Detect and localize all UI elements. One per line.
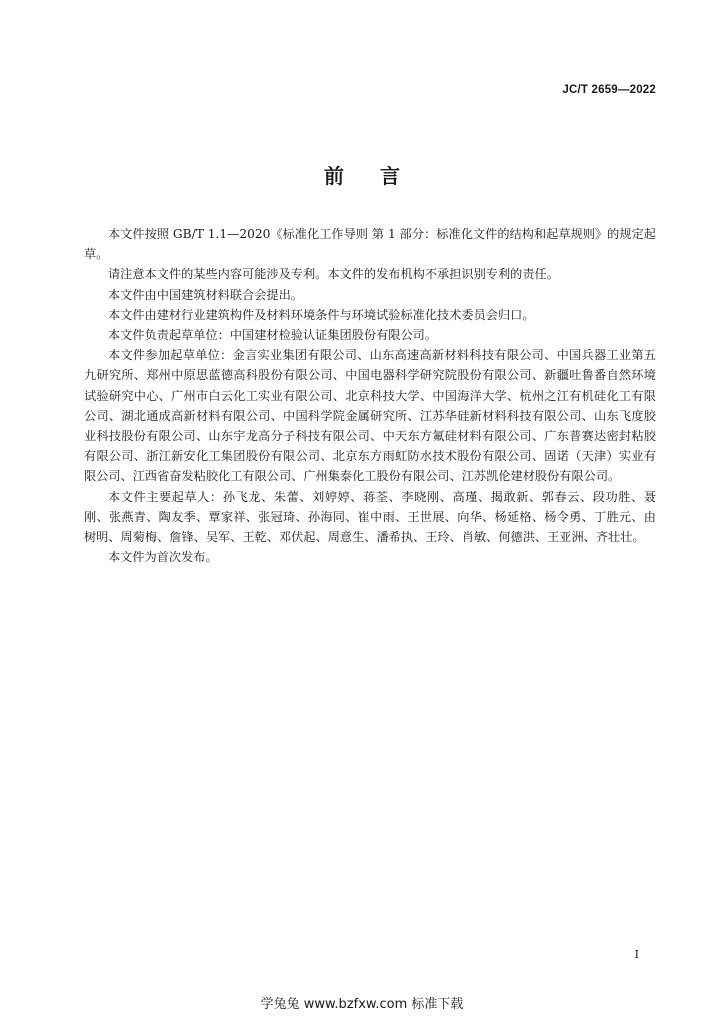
paragraph-committee: 本文件由建材行业建筑构件及材料环境条件与环境试验标准化技术委员会归口。 (108, 307, 535, 322)
paragraph-proposer: 本文件由中国建筑材料联合会提出。 (108, 287, 303, 302)
page-number: I (634, 948, 639, 961)
page-title: 前言 (324, 164, 436, 188)
standard-code: JC/T 2659—2022 (562, 84, 656, 96)
paragraph-first-release: 本文件为首次发布。 (108, 550, 218, 565)
paragraph-main-drafters: 本文件主要起草人：孙飞龙、朱蕾、刘婷婷、蒋荃、李晓刚、高瑾、揭敢新、郭春云、段功胜、聂刚、张燕青、陶友季、覃家祥、张冠琦、孙海同、崔中雨、王世展、向华、杨延格、杨令勇、丁胜元、由树明、周菊梅、詹锋、吴军、王乾、邓伏起、周意生、潘希执、王玲、肖敏、何德洪、王亚洲、齐壮壮。 (84, 489, 656, 545)
paragraph-patent-notice: 请注意本文件的某些内容可能涉及专利。本文件的发布机构不承担识别专利的责任。 (108, 267, 559, 282)
paragraph-drafting-rules: 本文件按照 GB/T 1.1—2020《标准化工作导则 第 1 部分：标准化文件的结构和起草规则》的规定起草。 (84, 227, 656, 262)
footer-watermark: 学兔兔 www.bzfxw.com 标准下载 (260, 997, 464, 1012)
foreword-body (84, 224, 656, 567)
paragraph-lead-drafter: 本文件负责起草单位：中国建材检验认证集团股份有限公司。 (108, 328, 438, 343)
paragraph-participating-units: 本文件参加起草单位：金言实业集团有限公司、山东高速高新材料科技有限公司、中国兵器工业第五九研究所、郑州中原思蓝德高科股份有限公司、中国电器科学研究院股份有限公司、新疆吐鲁番自然环境试验研究中心、广州市白云化工实业有限公司、北京科技大学、中国海洋大学、杭州之江有机硅化工有限公司、湖北通成高新材料有限公司、中国科学院金属研究所、江苏华硅新材料科技有限公司、山东飞度胶业科技股份有限公司、山东宇龙高分子科技有限公司、中天东方氟硅材料有限公司、广东普赛达密封粘胶有限公司、浙江新安化工集团股份有限公司、北京东方雨虹防水技术股份有限公司、固诺（天津）实业有限公司、江西省奋发粘胶化工有限公司、广州集泰化工股份有限公司、江苏凯伦建材股份有限公司。 (84, 348, 656, 484)
